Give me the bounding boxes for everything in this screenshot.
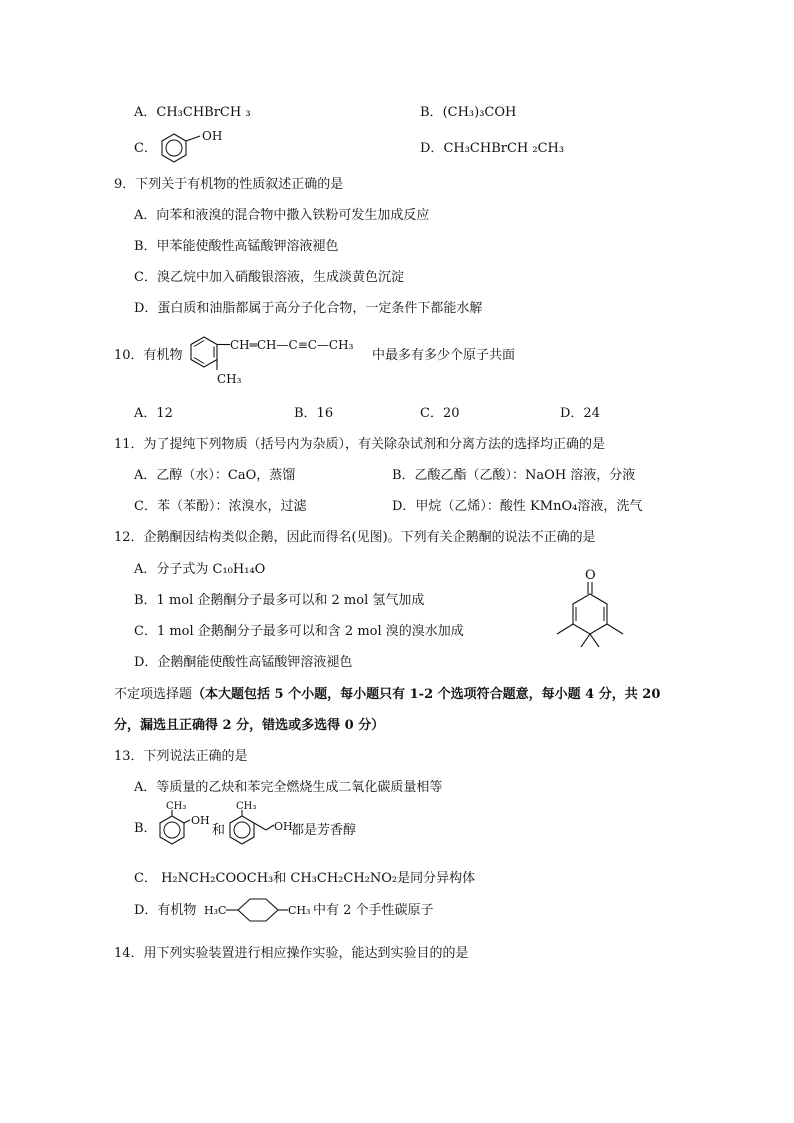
q13-stem: 13．下列说法正确的是 [114, 749, 248, 764]
q10-structure [186, 334, 376, 390]
q10-stem-prefix: 10．有机物 [114, 348, 183, 363]
q11-stem: 11．为了提纯下列物质（括号内为杂质），有关除杂试剂和分离方法的选择均正确的是 [114, 437, 606, 452]
q10-chain: CH═CH—C≡C—CH₃ [230, 338, 354, 352]
q10-option-d: D．24 [560, 406, 600, 421]
q13-b-tail: 都是芳香醇 [291, 823, 357, 838]
q13-option-c: C． H₂NCH₂COOCH₃和 CH₃CH₂CH₂NO₂是同分异构体 [134, 871, 476, 886]
q11-option-b: B．乙酸乙酯（乙酸）：NaOH 溶液，分液 [392, 468, 636, 483]
q10-stem-suffix: 中最多有多少个原子共面 [372, 348, 516, 363]
section-title: 不定项选择题 [114, 687, 193, 702]
q8-option-d: D．CH₃CHBrCH ₂CH₃ [420, 141, 565, 156]
q8-phenol-structure [160, 128, 230, 172]
q12-stem: 12．企鹅酮因结构类似企鹅，因此而得名(见图)。下列有关企鹅酮的说法不正确的是 [114, 530, 596, 545]
q13-b-ch3-1: CH₃ [166, 801, 187, 812]
q12-option-c: C．1 mol 企鹅酮分子最多可以和含 2 mol 溴的溴水加成 [134, 624, 464, 639]
q10-methyl: CH₃ [217, 372, 242, 386]
q10-option-b: B．16 [294, 406, 334, 421]
q9-stem: 9．下列关于有机物的性质叙述正确的是 [114, 177, 344, 192]
q12-penguinone-structure [545, 560, 635, 655]
q12-option-b: B．1 mol 企鹅酮分子最多可以和 2 mol 氢气加成 [134, 593, 425, 608]
section-note-line1: （本大题包括 5 个小题，每小题只有 1-2 个选项符合题意，每小题 4 分，共 20 [192, 687, 661, 702]
q11-option-a: A．乙醇（水）：CaO，蒸馏 [134, 468, 296, 483]
q13-b-oh-2: OH [274, 820, 293, 833]
q11-option-d: D．甲烷（乙烯）：酸性 KMnO₄溶液，洗气 [392, 499, 643, 514]
q12-option-d: D．企鹅酮能使酸性高锰酸钾溶液褪色 [134, 655, 353, 670]
q11-option-c: C．苯（苯酚）：浓溴水，过滤 [134, 499, 307, 514]
q9-option-b: B．甲苯能使酸性高锰酸钾溶液褪色 [134, 239, 339, 254]
q8-option-b: B．(CH₃)₃COH [420, 105, 517, 120]
q13-b-oh-1: OH [191, 814, 210, 827]
q13-option-a: A．等质量的乙炔和苯完全燃烧生成二氧化碳质量相等 [134, 780, 443, 795]
q10-option-c: C．20 [420, 406, 460, 421]
section-heading [114, 686, 660, 704]
q13-d-ch3: CH₃ [288, 904, 311, 917]
q8-option-a: A．CH₃CHBrCH ₃ [134, 105, 251, 120]
section-note-line2: 分，漏选且正确得 2 分，错选或多选得 0 分） [114, 718, 385, 733]
q13-option-b-label: B． [134, 821, 157, 836]
q13-d-h3c: H₃C [204, 904, 227, 917]
q8-option-c-label: C． [134, 141, 157, 156]
q14-stem: 14．用下列实验装置进行相应操作实验，能达到实验目的的是 [114, 946, 469, 961]
q9-option-a: A．向苯和液溴的混合物中撒入铁粉可发生加成反应 [134, 208, 430, 223]
q13-b-and: 和 [212, 823, 226, 838]
q12-option-a: A．分子式为 C₁₀H₁₄O [134, 562, 266, 577]
q13-b-ch3-2: CH₃ [236, 801, 257, 812]
q9-option-d: D．蛋白质和油脂都属于高分子化合物，一定条件下都能水解 [134, 301, 483, 316]
q10-option-a: A．12 [134, 406, 173, 421]
q13-option-d-suffix: 中有 2 个手性碳原子 [313, 903, 434, 918]
q12-ketone-oxygen: O [585, 568, 596, 583]
q8-phenol-oh: OH [202, 129, 223, 143]
q13-option-d-prefix: D．有机物 [134, 903, 197, 918]
q9-option-c: C．溴乙烷中加入硝酸银溶液，生成淡黄色沉淀 [134, 270, 404, 285]
q13-option-b-structures [156, 801, 486, 855]
